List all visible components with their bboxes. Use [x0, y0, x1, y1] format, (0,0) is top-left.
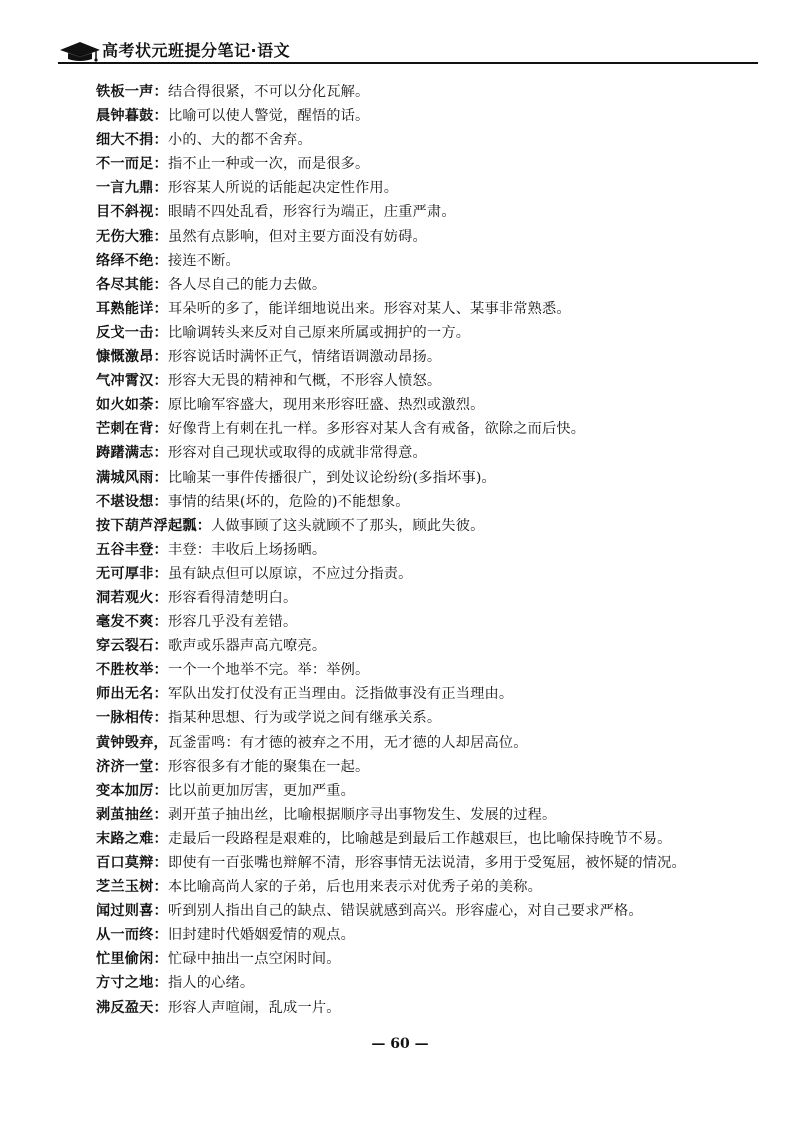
- idiom-entry: [96, 706, 756, 730]
- idiom-definition: 形容人声喧闹，乱成一片。: [167, 999, 341, 1016]
- book-title: 高考状元班提分笔记·语文: [102, 41, 291, 60]
- idiom-entry: [96, 466, 756, 490]
- idiom-term: 各尽其能：: [96, 276, 168, 293]
- idiom-definition: 比以前更加厉害，更加严重。: [167, 782, 355, 799]
- idiom-term: 络绎不绝：: [96, 252, 168, 269]
- idiom-term: 按下葫芦浮起瓢：: [96, 517, 212, 534]
- idiom-definition: 形容某人所说的话能起决定性作用。: [167, 180, 399, 197]
- idiom-term: 黄钟毁弃，: [96, 734, 168, 751]
- idiom-term: 济济一堂：: [96, 758, 168, 775]
- idiom-term: 慷慨激昂：: [96, 349, 168, 366]
- idiom-term: 满城风雨：: [96, 469, 168, 486]
- idiom-entry: [96, 128, 756, 152]
- idiom-term: 目不斜视：: [96, 204, 168, 221]
- idiom-entry: [96, 538, 756, 562]
- idiom-entry: [96, 80, 756, 104]
- idiom-definition: 旧封建时代婚姻爱情的观点。: [167, 927, 355, 944]
- idiom-entry: [96, 682, 756, 706]
- idiom-entry: [96, 875, 756, 899]
- idiom-definition: 耳朵听的多了，能详细地说出来。形容对某人、某事非常熟悉。: [167, 300, 571, 317]
- header-rule: [58, 62, 758, 64]
- idiom-definition: 指某种思想、行为或学说之间有继承关系。: [167, 710, 442, 727]
- idiom-entry: [96, 899, 756, 923]
- idiom-definition: 比喻可以使人警觉，醒悟的话。: [167, 108, 370, 125]
- idiom-term: 耳熟能详：: [96, 300, 168, 317]
- idiom-entry: [96, 610, 756, 634]
- idiom-definition: 军队出发打仗没有正当理由。泛指做事没有正当理由。: [167, 686, 514, 703]
- idiom-definition: 结合得很紧，不可以分化瓦解。: [167, 84, 370, 100]
- idiom-definition: 走最后一段路程是艰难的，比喻越是到最后工作越艰巨，也比喻保持晚节不易。: [167, 830, 672, 847]
- idiom-definition: 比喻调转头来反对自己原来所属或拥护的一方。: [167, 324, 471, 341]
- idiom-term: 芝兰玉树：: [96, 879, 168, 896]
- idiom-definition: 形容大无畏的精神和气概，不形容人愤怒。: [167, 373, 442, 390]
- idiom-entry: [96, 731, 756, 755]
- idiom-term: 反戈一击：: [96, 324, 168, 341]
- idiom-definition: 原比喻军容盛大，现用来形容旺盛、热烈或激烈。: [167, 397, 485, 414]
- idiom-term: 芒刺在背：: [96, 421, 168, 438]
- idiom-entry: [96, 490, 756, 514]
- idiom-term: 一言九鼎：: [96, 180, 168, 197]
- idiom-entry: [96, 417, 756, 441]
- idiom-definition: 人做事顾了这头就顾不了那头，顾此失彼。: [211, 517, 485, 534]
- idiom-entry: [96, 658, 756, 682]
- idiom-term: 五谷丰登：: [96, 541, 168, 558]
- idiom-entry: [96, 225, 756, 249]
- idiom-definition: 听到别人指出自己的缺点、错误就感到高兴。形容虚心，对自己要求严格。: [167, 903, 643, 920]
- idiom-entry: [96, 634, 756, 658]
- idiom-term: 毫发不爽：: [96, 614, 168, 631]
- idiom-term: 洞若观火：: [96, 589, 168, 606]
- idiom-definition: 虽有缺点但可以原谅，不应过分指责。: [167, 565, 413, 582]
- idiom-entry: [96, 779, 756, 803]
- idiom-entry: [96, 851, 756, 875]
- idiom-entry: [96, 200, 756, 224]
- idiom-term: 晨钟暮鼓：: [96, 108, 168, 125]
- page-number: — 60 —: [371, 1036, 429, 1052]
- idiom-term: 忙里偷闲：: [96, 951, 168, 968]
- idiom-definition: 剥开茧子抽出丝，比喻根据顺序寻出事物发生、发展的过程。: [167, 806, 557, 823]
- idiom-definition: 形容说话时满怀正气，情绪语调激动昂扬。: [167, 349, 442, 366]
- idiom-term: 百口莫辩：: [96, 855, 168, 871]
- idiom-term: 末路之难：: [96, 830, 168, 847]
- idiom-term: 不一而足：: [96, 156, 168, 173]
- idiom-definition: 小的、大的都不舍弃。: [167, 132, 312, 149]
- idiom-definition: 即使有一百张嘴也辩解不清，形容事情无法说清，多用于受冤屈，被怀疑的情况。: [167, 855, 686, 871]
- idiom-entry: [96, 996, 756, 1020]
- idiom-definition: 形容很多有才能的聚集在一起。: [167, 758, 370, 775]
- idiom-definition: 指人的心绪。: [167, 975, 255, 992]
- idiom-definition: 接连不断。: [167, 252, 240, 269]
- idiom-entry: [96, 586, 756, 610]
- idiom-definition: 瓦釜雷鸣：有才德的被弃之不用，无才德的人却居高位。: [167, 734, 528, 751]
- idiom-term: 不堪设想：: [96, 493, 168, 510]
- idiom-list: [96, 80, 756, 1020]
- idiom-definition: 眼睛不四处乱看，形容行为端正，庄重严肃。: [167, 204, 456, 221]
- idiom-entry: [96, 755, 756, 779]
- idiom-definition: 好像背上有刺在扎一样。多形容对某人含有戒备，欲除之而后快。: [167, 421, 586, 438]
- idiom-term: 师出无名：: [96, 686, 168, 703]
- idiom-entry: [96, 947, 756, 971]
- idiom-definition: 形容对自己现状或取得的成就非常得意。: [167, 445, 427, 462]
- idiom-definition: 形容几乎没有差错。: [167, 614, 298, 631]
- idiom-definition: 一个一个地举不完。举：举例。: [167, 662, 370, 679]
- idiom-definition: 形容看得清楚明白。: [167, 589, 298, 606]
- idiom-term: 变本加厉：: [96, 782, 168, 799]
- idiom-definition: 指不止一种或一次，而是很多。: [167, 156, 370, 173]
- idiom-term: 细大不捐：: [96, 132, 168, 149]
- idiom-entry: [96, 345, 756, 369]
- idiom-term: 穿云裂石：: [96, 638, 168, 655]
- idiom-definition: 各人尽自己的能力去做。: [167, 276, 327, 293]
- idiom-definition: 歌声或乐器声高亢嘹亮。: [167, 638, 327, 655]
- idiom-term: 气冲霄汉：: [96, 373, 168, 390]
- idiom-entry: [96, 923, 756, 947]
- idiom-definition: 本比喻高尚人家的子弟，后也用来表示对优秀子弟的美称。: [167, 879, 543, 896]
- idiom-term: 剥茧抽丝：: [96, 806, 168, 823]
- idiom-entry: [96, 321, 756, 345]
- idiom-term: 闻过则喜：: [96, 903, 168, 920]
- idiom-entry: [96, 249, 756, 273]
- idiom-entry: [96, 393, 756, 417]
- graduation-cap-icon: [58, 40, 102, 62]
- idiom-term: 从一而终：: [96, 927, 168, 944]
- idiom-term: 沸反盈天：: [96, 999, 168, 1016]
- idiom-definition: 忙碌中抽出一点空闲时间。: [167, 951, 341, 968]
- idiom-definition: 比喻某一事件传播很广，到处议论纷纷(多指坏事)。: [167, 469, 496, 486]
- idiom-term: 踌躇满志：: [96, 445, 168, 462]
- idiom-entry: [96, 152, 756, 176]
- idiom-term: 铁板一声：: [96, 84, 168, 100]
- idiom-entry: [96, 104, 756, 128]
- page-header: [58, 36, 758, 66]
- idiom-entry: [96, 514, 756, 538]
- idiom-entry: [96, 971, 756, 995]
- idiom-term: 无可厚非：: [96, 565, 168, 582]
- idiom-entry: [96, 803, 756, 827]
- idiom-entry: [96, 441, 756, 465]
- idiom-definition: 虽然有点影响，但对主要方面没有妨碍。: [167, 228, 427, 245]
- idiom-term: 不胜枚举：: [96, 662, 168, 679]
- idiom-term: 一脉相传：: [96, 710, 168, 727]
- idiom-term: 无伤大雅：: [96, 228, 168, 245]
- idiom-entry: [96, 176, 756, 200]
- idiom-term: 方寸之地：: [96, 975, 168, 992]
- idiom-entry: [96, 827, 756, 851]
- idiom-term: 如火如荼：: [96, 397, 168, 414]
- idiom-entry: [96, 273, 756, 297]
- idiom-definition: 事情的结果(坏的，危险的)不能想象。: [167, 493, 410, 510]
- idiom-entry: [96, 369, 756, 393]
- idiom-entry: [96, 297, 756, 321]
- idiom-entry: [96, 562, 756, 586]
- idiom-definition: 丰登：丰收后上场扬晒。: [167, 541, 327, 558]
